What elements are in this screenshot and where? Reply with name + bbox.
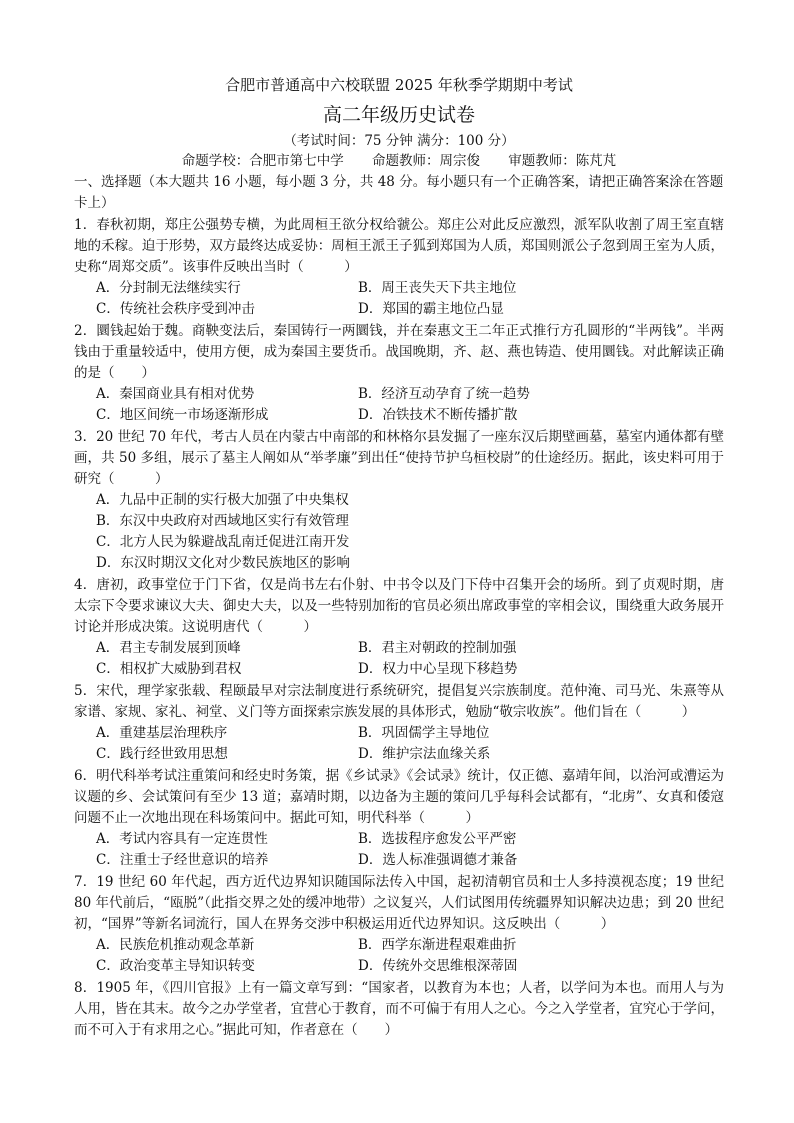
question-7-stem: 7．19 世纪 60 年代起，西方近代边界知识随国际法传入中国，起初清朝官员和士人多持漠视态度；19 世纪 80 年代前后，“瓯脱”（此指交界之处的缓冲地带）之议复兴，人们试图用传统疆界知识解决边患；到 20 世纪初，“国界”等新名词流行，国人在界务交涉中积极运用近代边界知识。这反映出（ ） — [74, 874, 724, 932]
option-a: A．秦国商业具有相对优势 — [96, 386, 255, 402]
question-5-stem: 5．宋代，理学家张载、程颐最早对宗法制度进行系统研究，提倡复兴宗族制度。范仲淹、司马光、朱熹等从家谱、家规、家礼、祠堂、义门等方面探索宗族发展的具体形式，勉励“敬宗收族”。他们旨在（ ） — [74, 683, 724, 720]
question-2-stem: 2．圜钱起始于魏。商鞅变法后，秦国铸行一两圜钱，并在秦惠文王二年正式推行方孔圆形的“半两钱”。半两钱由于重量较适中，使用方便，成为秦国主要货币。战国晚期，齐、赵、燕也铸造、使用圜钱。对此解读正确的是（ ） — [74, 323, 724, 381]
option-b: B．西学东渐进程艰难曲折 — [358, 937, 517, 953]
option-c: C．践行经世致用思想 — [96, 746, 228, 762]
question-8-stem: 8．1905 年，《四川官报》上有一篇文章写到：“国家者，以教育为本也；人者，以学问为本也。而用人与为人用，皆在其末。故今之办学堂者，宜营心于教育，而不可偏于有用人之心。今之入学堂者，宜究心于学问，而不可入于有求用之心。”据此可知，作者意在（ ） — [74, 980, 724, 1038]
question-2-options — [74, 384, 724, 426]
option-a: A．考试内容具有一定连贯性 — [96, 831, 268, 847]
option-d: D．郑国的霸主地位凸显 — [358, 301, 504, 317]
option-c: C．地区间统一市场逐渐形成 — [96, 407, 269, 423]
option-b: B．君主对朝政的控制加强 — [358, 640, 517, 656]
question-4-options — [74, 638, 724, 680]
option-b: B．经济互动孕育了统一趋势 — [358, 386, 530, 402]
school-title: 合肥市普通高中六校联盟 2025 年秋季学期期中考试 — [225, 76, 573, 94]
option-a: A．分封制无法继续实行 — [96, 280, 241, 296]
option-a: A．九品中正制的实行极大加强了中央集权 — [96, 492, 349, 508]
option-c: C．传统社会秩序受到冲击 — [96, 301, 255, 317]
question-6-stem: 6．明代科举考试注重策问和经史时务策，据《乡试录》《会试录》统计，仅正德、嘉靖年间，以治河或漕运为议题的乡、会试策问有至少 13 道；嘉靖时期，以边备为主题的策问几乎每科会试都有，“北虏”、女真和倭寇问题不止一次地出现在科场策问中。据此可知，明代科举（ ） — [74, 768, 724, 826]
option-c: C．注重士子经世意识的培养 — [96, 852, 269, 868]
question-1-stem: 1．春秋初期，郑庄公强势专横，为此周桓王欲分权给虢公。郑庄公对此反应激烈，派军队收割了周王室直辖地的禾稼。迫于形势，双方最终达成妥协：周桓王派王子狐到郑国为人质，郑国则派公子忽到周王室为人质，史称“周郑交质”。该事件反映出当时（ ） — [74, 217, 724, 275]
question-7-options — [74, 935, 724, 977]
question-3-stem: 3．20 世纪 70 年代，考古人员在内蒙古中南部的和林格尔县发掘了一座东汉后期壁画墓，墓室内通体都有壁画，共 50 多组，展示了墓主人阐如从“举孝廉”到出任“使持节护乌桓校尉”的仕途经历。据此，该史料可用于研究（ ） — [74, 429, 724, 487]
question-1-options — [74, 278, 724, 320]
authors-line — [74, 151, 724, 171]
author-teacher: 命题教师：周宗俊 — [372, 153, 480, 169]
option-d: D．维护宗法血缘关系 — [358, 746, 491, 762]
option-d: D．选人标准强调德才兼备 — [358, 852, 518, 868]
question-6-options — [74, 829, 724, 871]
option-c: C．政治变革主导知识转变 — [96, 958, 255, 974]
option-b: B．巩固儒学主导地位 — [358, 725, 490, 741]
option-a: A．民族危机推动观念革新 — [96, 937, 255, 953]
option-d: D．冶铁技术不断传播扩散 — [358, 407, 518, 423]
question-4-stem: 4．唐初，政事堂位于门下省，仅是尚书左右仆射、中书令以及门下侍中召集开会的场所。到了贞观时期，唐太宗下令要求谏议大夫、御史大夫，以及一些特别加衔的官员必须出席政事堂的宰相会议，围绕重大政务展开讨论并形成决策。这说明唐代（ ） — [74, 577, 724, 635]
author-school: 命题学校：合肥市第七中学 — [181, 153, 344, 169]
subject-title: 高二年级历史试卷 — [322, 104, 475, 126]
option-d: D．权力中心呈现下移趋势 — [358, 661, 518, 677]
option-c: C．北方人民为躲避战乱南迁促进江南开发 — [96, 534, 350, 550]
option-b: B．东汉中央政府对西域地区实行有效管理 — [96, 513, 349, 529]
option-d: D．传统外交思维根深蒂固 — [358, 958, 518, 974]
question-5-options — [74, 723, 724, 765]
option-a: A．君主专制发展到顶峰 — [96, 640, 241, 656]
option-a: A．重建基层治理秩序 — [96, 725, 228, 741]
section-title: 一、选择题（本大题共 16 小题，每小题 3 分，共 48 分。每小题只有一个正确答案，请把正确答案涂在答题卡上） — [74, 174, 724, 211]
option-d: D．东汉时期汉文化对少数民族地区的影响 — [96, 555, 350, 571]
option-b: B．选拔程序愈发公平严密 — [358, 831, 517, 847]
question-3-options — [74, 490, 724, 574]
option-c: C．相权扩大威胁到君权 — [96, 661, 242, 677]
exam-page — [74, 74, 724, 1041]
exam-info: （考试时间：75 分钟 满分：100 分） — [283, 133, 515, 149]
option-b: B．周王丧失天下共主地位 — [358, 280, 517, 296]
author-reviewer: 审题教师：陈芃芃 — [508, 153, 617, 169]
